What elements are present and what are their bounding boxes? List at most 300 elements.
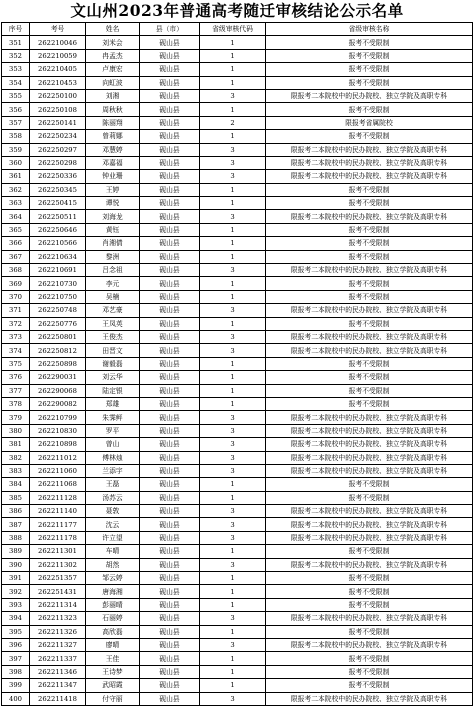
table-row [2, 197, 473, 210]
table-row [2, 545, 473, 558]
cell-exam-no: 262211337 [30, 652, 86, 665]
cell-seq: 376 [2, 371, 30, 384]
table-row [2, 170, 473, 183]
cell-review-code: 1 [200, 545, 266, 558]
cell-exam-no: 262250100 [30, 89, 86, 102]
table-row [2, 357, 473, 370]
table-row [2, 344, 473, 357]
cell-name: 王俊杰 [86, 330, 140, 343]
table-row [2, 665, 473, 678]
cell-county: 砚山县 [140, 652, 200, 665]
cell-exam-no: 262211140 [30, 505, 86, 518]
cell-name: 黎洲 [86, 250, 140, 263]
cell-county: 砚山县 [140, 344, 200, 357]
header-seq: 序号 [2, 23, 30, 36]
table-row [2, 76, 473, 89]
cell-review-code: 1 [200, 585, 266, 598]
table-row [2, 478, 473, 491]
cell-review-code: 3 [200, 344, 266, 357]
cell-name: 唐海湘 [86, 585, 140, 598]
cell-county: 砚山县 [140, 558, 200, 571]
cell-name: 向虹波 [86, 76, 140, 89]
cell-name: 邓慧婷 [86, 143, 140, 156]
cell-name: 汤苏云 [86, 491, 140, 504]
table-row [2, 277, 473, 290]
cell-exam-no: 262210405 [30, 63, 86, 76]
cell-seq: 388 [2, 531, 30, 544]
table-row [2, 264, 473, 277]
cell-seq: 356 [2, 103, 30, 116]
cell-review-code: 1 [200, 371, 266, 384]
table-row [2, 103, 473, 116]
cell-exam-no: 262251431 [30, 585, 86, 598]
cell-exam-no: 262250646 [30, 223, 86, 236]
cell-review-code: 1 [200, 598, 266, 611]
cell-review-name: 限报考二本院校中的民办院校、独立学院及高职专科 [266, 464, 473, 477]
cell-name: 沈云 [86, 518, 140, 531]
cell-review-code: 1 [200, 63, 266, 76]
cell-exam-no: 262210830 [30, 424, 86, 437]
cell-seq: 368 [2, 264, 30, 277]
cell-county: 砚山县 [140, 612, 200, 625]
cell-review-name: 报考不受限制 [266, 183, 473, 196]
cell-county: 砚山县 [140, 237, 200, 250]
cell-exam-no: 262250776 [30, 317, 86, 330]
table-row [2, 330, 473, 343]
cell-exam-no: 262211060 [30, 464, 86, 477]
cell-review-name: 报考不受限制 [266, 223, 473, 236]
cell-review-name: 限报考二本院校中的民办院校、独立学院及高职专科 [266, 344, 473, 357]
cell-county: 砚山县 [140, 464, 200, 477]
cell-review-name: 限报考二本院校中的民办院校、独立学院及高职专科 [266, 558, 473, 571]
cell-review-code: 3 [200, 692, 266, 705]
cell-exam-no: 262211326 [30, 625, 86, 638]
cell-name: 邹云婷 [86, 572, 140, 585]
cell-seq: 369 [2, 277, 30, 290]
cell-review-name: 报考不受限制 [266, 317, 473, 330]
table-row [2, 625, 473, 638]
cell-exam-no: 262210566 [30, 237, 86, 250]
cell-exam-no: 262211323 [30, 612, 86, 625]
cell-county: 砚山县 [140, 451, 200, 464]
cell-review-name: 限报考二本院校中的民办院校、独立学院及高职专科 [266, 518, 473, 531]
cell-county: 砚山县 [140, 250, 200, 263]
cell-name: 刘湘 [86, 89, 140, 102]
cell-review-name: 限报考二本院校中的民办院校、独立学院及高职专科 [266, 210, 473, 223]
table-row [2, 89, 473, 102]
cell-county: 砚山县 [140, 424, 200, 437]
cell-name: 陆定银 [86, 384, 140, 397]
cell-exam-no: 262250812 [30, 344, 86, 357]
cell-seq: 359 [2, 143, 30, 156]
cell-review-name: 报考不受限制 [266, 478, 473, 491]
cell-exam-no: 262250141 [30, 116, 86, 129]
cell-review-code: 3 [200, 143, 266, 156]
cell-exam-no: 262211347 [30, 679, 86, 692]
cell-review-code: 1 [200, 679, 266, 692]
cell-name: 田晋文 [86, 344, 140, 357]
cell-county: 砚山县 [140, 183, 200, 196]
cell-review-code: 1 [200, 103, 266, 116]
cell-exam-no: 262250345 [30, 183, 86, 196]
cell-seq: 389 [2, 545, 30, 558]
cell-review-code: 1 [200, 76, 266, 89]
cell-review-name: 限报考二本院校中的民办院校、独立学院及高职专科 [266, 438, 473, 451]
cell-seq: 391 [2, 572, 30, 585]
cell-name: 邓嘉福 [86, 156, 140, 169]
cell-review-code: 1 [200, 290, 266, 303]
cell-name: 刘海龙 [86, 210, 140, 223]
cell-review-name: 限报考二本院校中的民办院校、独立学院及高职专科 [266, 531, 473, 544]
cell-county: 砚山县 [140, 103, 200, 116]
cell-exam-no: 262250748 [30, 304, 86, 317]
cell-seq: 380 [2, 424, 30, 437]
table-row [2, 397, 473, 410]
cell-name: 吴楠 [86, 290, 140, 303]
table-row [2, 130, 473, 143]
cell-name: 廖晴 [86, 638, 140, 651]
cell-review-code: 3 [200, 424, 266, 437]
cell-seq: 390 [2, 558, 30, 571]
table-row [2, 518, 473, 531]
cell-name: 卢康宏 [86, 63, 140, 76]
table-row [2, 652, 473, 665]
cell-county: 砚山县 [140, 49, 200, 62]
cell-seq: 386 [2, 505, 30, 518]
cell-name: 冉孟杰 [86, 49, 140, 62]
cell-review-name: 限报考省属院校 [266, 116, 473, 129]
page-title: 文山州2023年普通高考随迁审核结论公示名单 [70, 1, 404, 20]
cell-name: 黄钰 [86, 223, 140, 236]
cell-seq: 393 [2, 598, 30, 611]
cell-county: 砚山县 [140, 36, 200, 49]
cell-name: 谭悦 [86, 197, 140, 210]
cell-review-name: 限报考二本院校中的民办院校、独立学院及高职专科 [266, 156, 473, 169]
table-row [2, 572, 473, 585]
cell-name: 许立望 [86, 531, 140, 544]
cell-exam-no: 262250234 [30, 130, 86, 143]
cell-seq: 379 [2, 411, 30, 424]
cell-seq: 392 [2, 585, 30, 598]
cell-exam-no: 262210730 [30, 277, 86, 290]
cell-name: 聂敦 [86, 505, 140, 518]
table-row [2, 464, 473, 477]
cell-name: 刘云华 [86, 371, 140, 384]
cell-exam-no: 262210799 [30, 411, 86, 424]
cell-county: 砚山县 [140, 478, 200, 491]
cell-exam-no: 262290082 [30, 397, 86, 410]
cell-name: 钟业珊 [86, 170, 140, 183]
cell-county: 砚山县 [140, 277, 200, 290]
cell-exam-no: 262210750 [30, 290, 86, 303]
cell-review-code: 3 [200, 210, 266, 223]
cell-review-code: 3 [200, 612, 266, 625]
cell-exam-no: 262211302 [30, 558, 86, 571]
cell-seq: 364 [2, 210, 30, 223]
cell-exam-no: 262211178 [30, 531, 86, 544]
cell-seq: 378 [2, 397, 30, 410]
cell-seq: 353 [2, 63, 30, 76]
cell-exam-no: 262210046 [30, 36, 86, 49]
cell-review-name: 报考不受限制 [266, 49, 473, 62]
cell-exam-no: 262250415 [30, 197, 86, 210]
cell-review-code: 1 [200, 665, 266, 678]
table-row [2, 531, 473, 544]
header-county: 县（市） [140, 23, 200, 36]
cell-review-name: 报考不受限制 [266, 384, 473, 397]
cell-review-name: 限报考二本院校中的民办院校、独立学院及高职专科 [266, 143, 473, 156]
table-row [2, 290, 473, 303]
cell-review-code: 1 [200, 357, 266, 370]
cell-review-code: 1 [200, 183, 266, 196]
cell-exam-no: 262210898 [30, 438, 86, 451]
header-review-name: 省级审核名称 [266, 23, 473, 36]
cell-county: 砚山县 [140, 223, 200, 236]
cell-review-code: 3 [200, 464, 266, 477]
cell-exam-no: 262211314 [30, 598, 86, 611]
cell-seq: 358 [2, 130, 30, 143]
table-row [2, 612, 473, 625]
cell-seq: 355 [2, 89, 30, 102]
cell-review-name: 报考不受限制 [266, 625, 473, 638]
cell-review-code: 1 [200, 491, 266, 504]
cell-county: 砚山县 [140, 371, 200, 384]
table-row [2, 438, 473, 451]
cell-county: 砚山县 [140, 665, 200, 678]
cell-review-code: 1 [200, 130, 266, 143]
cell-name: 曾山 [86, 438, 140, 451]
cell-name: 武昭霞 [86, 679, 140, 692]
cell-name: 吕念祖 [86, 264, 140, 277]
cell-seq: 352 [2, 49, 30, 62]
cell-county: 砚山县 [140, 625, 200, 638]
cell-review-code: 3 [200, 505, 266, 518]
cell-name: 彭丽晴 [86, 598, 140, 611]
cell-review-name: 报考不受限制 [266, 76, 473, 89]
results-table [1, 22, 473, 706]
cell-name: 陈丽翔 [86, 116, 140, 129]
cell-review-name: 限报考二本院校中的民办院校、独立学院及高职专科 [266, 692, 473, 705]
cell-review-name: 报考不受限制 [266, 585, 473, 598]
cell-seq: 370 [2, 290, 30, 303]
cell-exam-no: 262211418 [30, 692, 86, 705]
cell-name: 周秋秋 [86, 103, 140, 116]
cell-county: 砚山县 [140, 357, 200, 370]
cell-name: 郑雄 [86, 397, 140, 410]
cell-review-name: 报考不受限制 [266, 545, 473, 558]
cell-review-name: 报考不受限制 [266, 491, 473, 504]
cell-county: 砚山县 [140, 89, 200, 102]
cell-review-code: 3 [200, 89, 266, 102]
table-row [2, 49, 473, 62]
cell-exam-no: 262210634 [30, 250, 86, 263]
cell-seq: 363 [2, 197, 30, 210]
cell-seq: 357 [2, 116, 30, 129]
table-row [2, 116, 473, 129]
cell-review-name: 报考不受限制 [266, 103, 473, 116]
cell-exam-no: 262210691 [30, 264, 86, 277]
table-row [2, 36, 473, 49]
cell-name: 曾莉娜 [86, 130, 140, 143]
cell-county: 砚山县 [140, 585, 200, 598]
cell-exam-no: 262290068 [30, 384, 86, 397]
cell-review-name: 报考不受限制 [266, 679, 473, 692]
cell-review-name: 限报考二本院校中的民办院校、独立学院及高职专科 [266, 89, 473, 102]
cell-exam-no: 262250898 [30, 357, 86, 370]
cell-review-code: 3 [200, 558, 266, 571]
cell-county: 砚山县 [140, 156, 200, 169]
cell-county: 砚山县 [140, 317, 200, 330]
table-row [2, 558, 473, 571]
cell-review-code: 1 [200, 49, 266, 62]
cell-review-code: 3 [200, 438, 266, 451]
cell-seq: 351 [2, 36, 30, 49]
cell-review-code: 3 [200, 451, 266, 464]
cell-review-code: 3 [200, 411, 266, 424]
cell-review-name: 限报考二本院校中的民办院校、独立学院及高职专科 [266, 638, 473, 651]
cell-review-code: 1 [200, 384, 266, 397]
cell-review-name: 报考不受限制 [266, 237, 473, 250]
cell-county: 砚山县 [140, 397, 200, 410]
cell-seq: 395 [2, 625, 30, 638]
cell-seq: 383 [2, 464, 30, 477]
cell-review-name: 报考不受限制 [266, 652, 473, 665]
cell-review-code: 1 [200, 197, 266, 210]
cell-review-name: 限报考二本院校中的民办院校、独立学院及高职专科 [266, 264, 473, 277]
cell-county: 砚山县 [140, 63, 200, 76]
table-row [2, 679, 473, 692]
cell-review-code: 1 [200, 317, 266, 330]
cell-county: 砚山县 [140, 330, 200, 343]
cell-review-code: 1 [200, 250, 266, 263]
cell-review-name: 报考不受限制 [266, 572, 473, 585]
table-row [2, 424, 473, 437]
cell-review-name: 限报考二本院校中的民办院校、独立学院及高职专科 [266, 451, 473, 464]
cell-name: 兰添宇 [86, 464, 140, 477]
cell-county: 砚山县 [140, 679, 200, 692]
table-body [2, 36, 473, 706]
cell-review-name: 报考不受限制 [266, 665, 473, 678]
cell-county: 砚山县 [140, 545, 200, 558]
cell-name: 傅林烛 [86, 451, 140, 464]
cell-name: 石丽婷 [86, 612, 140, 625]
table-row [2, 505, 473, 518]
cell-county: 砚山县 [140, 598, 200, 611]
cell-exam-no: 262211346 [30, 665, 86, 678]
cell-review-name: 限报考二本院校中的民办院校、独立学院及高职专科 [266, 330, 473, 343]
cell-name: 王磊 [86, 478, 140, 491]
cell-review-code: 1 [200, 36, 266, 49]
cell-county: 砚山县 [140, 304, 200, 317]
cell-seq: 394 [2, 612, 30, 625]
cell-name: 付守丽 [86, 692, 140, 705]
cell-review-code: 1 [200, 625, 266, 638]
cell-county: 砚山县 [140, 143, 200, 156]
table-row [2, 183, 473, 196]
cell-name: 车晴 [86, 545, 140, 558]
cell-seq: 381 [2, 438, 30, 451]
header-exam-no: 考号 [30, 23, 86, 36]
cell-seq: 397 [2, 652, 30, 665]
cell-review-name: 限报考二本院校中的民办院校、独立学院及高职专科 [266, 411, 473, 424]
table-row [2, 411, 473, 424]
cell-exam-no: 262250336 [30, 170, 86, 183]
cell-county: 砚山县 [140, 638, 200, 651]
cell-county: 砚山县 [140, 518, 200, 531]
cell-county: 砚山县 [140, 531, 200, 544]
cell-review-code: 1 [200, 397, 266, 410]
cell-seq: 367 [2, 250, 30, 263]
cell-name: 肖湘倩 [86, 237, 140, 250]
cell-exam-no: 262250108 [30, 103, 86, 116]
cell-seq: 371 [2, 304, 30, 317]
cell-seq: 372 [2, 317, 30, 330]
cell-review-name: 限报考二本院校中的民办院校、独立学院及高职专科 [266, 505, 473, 518]
cell-review-code: 1 [200, 652, 266, 665]
cell-seq: 382 [2, 451, 30, 464]
cell-name: 胡然 [86, 558, 140, 571]
cell-review-code: 3 [200, 531, 266, 544]
cell-review-name: 报考不受限制 [266, 371, 473, 384]
cell-seq: 361 [2, 170, 30, 183]
cell-name: 刘米会 [86, 36, 140, 49]
cell-county: 砚山县 [140, 264, 200, 277]
cell-county: 砚山县 [140, 572, 200, 585]
cell-seq: 374 [2, 344, 30, 357]
cell-name: 王诗梦 [86, 665, 140, 678]
header-review-code: 省级审核代码 [200, 23, 266, 36]
cell-review-name: 报考不受限制 [266, 36, 473, 49]
table-row [2, 598, 473, 611]
table-row [2, 143, 473, 156]
cell-seq: 373 [2, 330, 30, 343]
cell-seq: 365 [2, 223, 30, 236]
table-row [2, 491, 473, 504]
cell-seq: 366 [2, 237, 30, 250]
cell-name: 王婷 [86, 183, 140, 196]
cell-review-code: 1 [200, 223, 266, 236]
cell-review-code: 1 [200, 277, 266, 290]
cell-review-name: 报考不受限制 [266, 250, 473, 263]
table-row [2, 585, 473, 598]
cell-seq: 360 [2, 156, 30, 169]
cell-exam-no: 262211301 [30, 545, 86, 558]
table-row [2, 384, 473, 397]
cell-seq: 398 [2, 665, 30, 678]
cell-name: 朱霁鲆 [86, 411, 140, 424]
cell-seq: 387 [2, 518, 30, 531]
cell-seq: 400 [2, 692, 30, 705]
cell-county: 砚山县 [140, 170, 200, 183]
cell-review-name: 报考不受限制 [266, 290, 473, 303]
cell-review-code: 2 [200, 116, 266, 129]
cell-name: 王凤英 [86, 317, 140, 330]
cell-county: 砚山县 [140, 210, 200, 223]
table-row [2, 451, 473, 464]
cell-review-name: 报考不受限制 [266, 277, 473, 290]
cell-exam-no: 262250801 [30, 330, 86, 343]
cell-exam-no: 262210453 [30, 76, 86, 89]
cell-review-code: 3 [200, 518, 266, 531]
cell-name: 王佳 [86, 652, 140, 665]
cell-seq: 362 [2, 183, 30, 196]
cell-review-name: 报考不受限制 [266, 397, 473, 410]
cell-seq: 384 [2, 478, 30, 491]
cell-county: 砚山县 [140, 197, 200, 210]
cell-review-code: 3 [200, 156, 266, 169]
cell-review-name: 限报考二本院校中的民办院校、独立学院及高职专科 [266, 304, 473, 317]
cell-exam-no: 262250298 [30, 156, 86, 169]
